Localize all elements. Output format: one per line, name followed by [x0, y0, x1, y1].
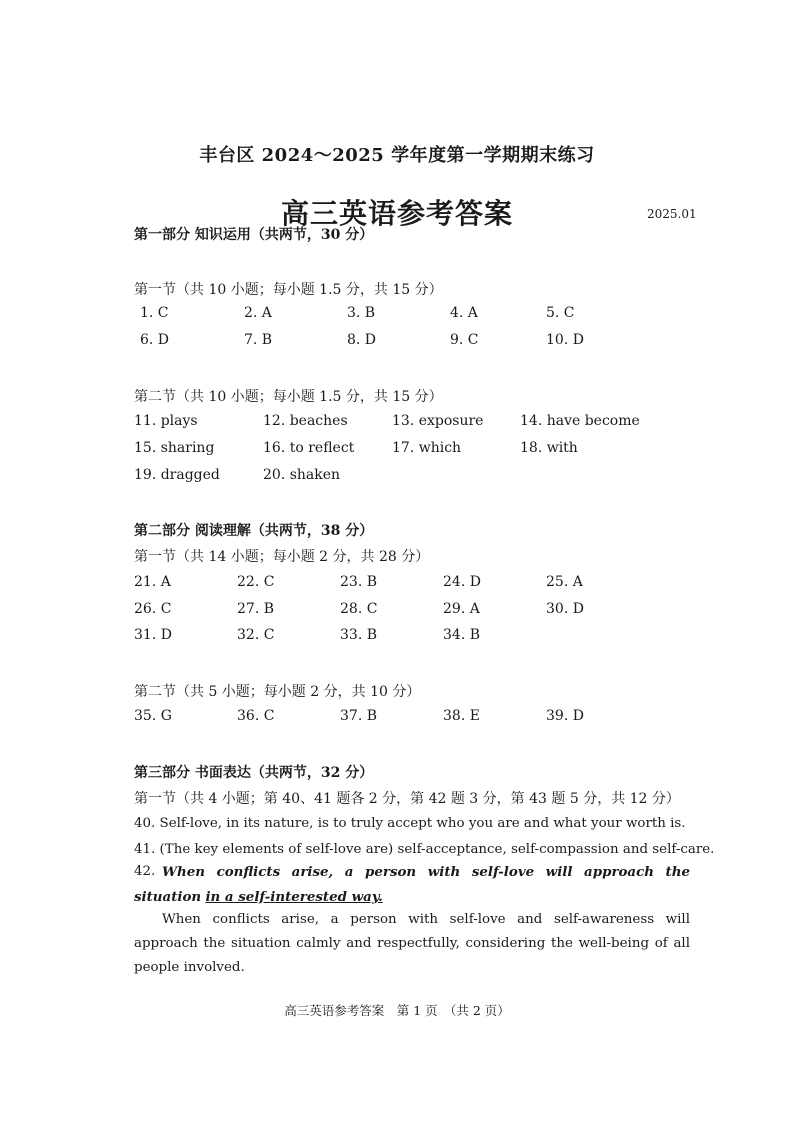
answer-row — [0, 305, 794, 325]
part2-section2-heading: 第二节（共 5 小题；每小题 2 分，共 10 分） — [134, 684, 421, 700]
answer-42-statement — [134, 860, 690, 910]
answer-item: 18. with — [520, 440, 578, 456]
answer-item: 2. A — [244, 305, 272, 321]
answer-item: 4. A — [450, 305, 478, 321]
answer-row — [0, 708, 794, 728]
answer-item: 19. dragged — [134, 467, 220, 483]
answer-item: 20. shaken — [263, 467, 341, 483]
answer-item: 9. C — [450, 332, 479, 348]
answer-item: 13. exposure — [392, 413, 484, 429]
answer-item: 12. beaches — [263, 413, 348, 429]
answer-item: 17. which — [392, 440, 462, 456]
page-title: 高三英语参考答案 — [280, 197, 513, 230]
answer-item: 35. G — [134, 708, 172, 724]
part3-heading: 第三部分 书面表达（共两节，32 分） — [134, 765, 374, 781]
part1-heading: 第一部分 知识运用（共两节，30 分） — [134, 227, 374, 243]
answer-item: 28. C — [340, 601, 378, 617]
part1-section1-heading: 第一节（共 10 小题；每小题 1.5 分，共 15 分） — [134, 282, 443, 298]
answer-item: 27. B — [237, 601, 275, 617]
answer-42-model-answer: When conflicts arise, a person with self-love and self-awareness will approach the situation calmly and respectfully, considering the well-being of all people involved. — [134, 912, 690, 975]
answer-item: 10. D — [546, 332, 584, 348]
answer-item: 34. B — [443, 627, 481, 643]
answer-item: 3. B — [347, 305, 376, 321]
answer-item: 39. D — [546, 708, 584, 724]
answer-row — [0, 467, 794, 487]
answer-item: 30. D — [546, 601, 584, 617]
answer-row — [0, 332, 794, 352]
answer-item: 14. have become — [520, 413, 640, 429]
answer-item: 38. E — [443, 708, 480, 724]
answer-item: 26. C — [134, 601, 172, 617]
answer-item: 33. B — [340, 627, 378, 643]
answer-item: 1. C — [140, 305, 169, 321]
answer-row — [0, 574, 794, 594]
answer-row — [0, 627, 794, 647]
exam-date: 2025.01 — [647, 207, 697, 221]
answer-item: 21. A — [134, 574, 171, 590]
answer-item: 29. A — [443, 601, 480, 617]
part1-section2-heading: 第二节（共 10 小题；每小题 1.5 分，共 15 分） — [134, 389, 443, 405]
answer-item: 23. B — [340, 574, 378, 590]
answer-40: 40. Self-love, in its nature, is to truly accept who you are and what your worth is. — [134, 816, 686, 831]
page-footer: 高三英语参考答案 第 1 页 （共 2 页） — [284, 1003, 510, 1018]
answer-item: 15. sharing — [134, 440, 215, 456]
answer-item: 37. B — [340, 708, 378, 724]
answer-item: 22. C — [237, 574, 275, 590]
answer-item: 11. plays — [134, 413, 198, 429]
answer-42-number: 42. — [134, 864, 156, 879]
answer-row — [0, 440, 794, 460]
answer-42-statement-text: When conflicts arise, a person with self-love will approach the situation — [134, 864, 690, 905]
answer-item: 24. D — [443, 574, 481, 590]
answer-item: 31. D — [134, 627, 172, 643]
answer-item: 36. C — [237, 708, 275, 724]
part2-section1-heading: 第一节（共 14 小题；每小题 2 分，共 28 分） — [134, 549, 430, 565]
answer-41: 41. (The key elements of self-love are) self-acceptance, self-compassion and self-care. — [134, 842, 715, 857]
answer-item: 7. B — [244, 332, 273, 348]
answer-item: 16. to reflect — [263, 440, 355, 456]
answer-42-underlined-phrase: in a self-interested way. — [205, 889, 383, 905]
answer-item: 5. C — [546, 305, 575, 321]
answer-item: 8. D — [347, 332, 377, 348]
answer-item: 32. C — [237, 627, 275, 643]
answer-row — [0, 413, 794, 433]
part2-heading: 第二部分 阅读理解（共两节，38 分） — [134, 523, 374, 539]
answer-item: 25. A — [546, 574, 583, 590]
exam-subtitle: 丰台区 2024～2025 学年度第一学期期末练习 — [199, 145, 595, 166]
part3-section1-heading: 第一节（共 4 小题；第 40、41 题各 2 分，第 42 题 3 分，第 43 题 5 分，共 12 分） — [134, 791, 680, 807]
answer-row — [0, 601, 794, 621]
answer-item: 6. D — [140, 332, 170, 348]
